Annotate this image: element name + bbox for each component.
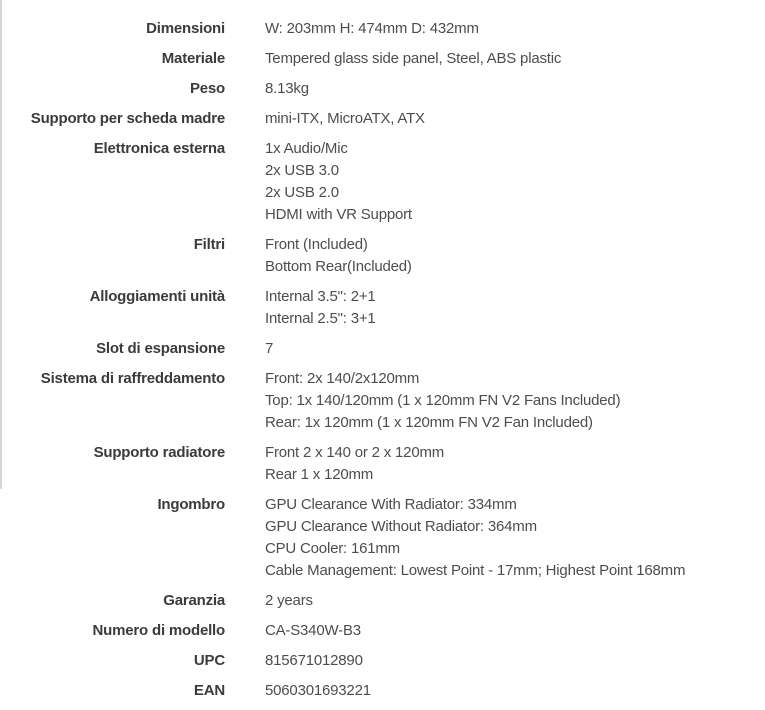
spec-label: Alloggiamenti unità <box>89 288 225 305</box>
spec-label: EAN <box>193 682 225 699</box>
spec-value-line: CA-S340W-B3 <box>265 622 361 639</box>
spec-value-line: 2x USB 3.0 <box>265 162 339 179</box>
spec-label: Garanzia <box>163 592 225 609</box>
spec-value-line: 2x USB 2.0 <box>265 184 339 201</box>
spec-row <box>0 48 765 70</box>
spec-value-line: Top: 1x 140/120mm (1 x 120mm FN V2 Fans Included) <box>265 392 621 409</box>
spec-value-line: 5060301693221 <box>265 682 371 699</box>
spec-value-line: CPU Cooler: 161mm <box>265 540 400 557</box>
spec-label: UPC <box>193 652 225 669</box>
spec-value-line: 2 years <box>265 592 313 609</box>
spec-values <box>265 680 765 702</box>
spec-value-line: GPU Clearance Without Radiator: 364mm <box>265 518 537 535</box>
spec-values <box>265 78 765 100</box>
spec-values <box>265 442 765 486</box>
spec-value-line: 8.13kg <box>265 80 309 97</box>
spec-value-line: HDMI with VR Support <box>265 206 412 223</box>
spec-label: Supporto per scheda madre <box>30 110 225 127</box>
spec-row <box>0 78 765 100</box>
spec-values <box>265 590 765 612</box>
spec-value-line: Bottom Rear(Included) <box>265 258 412 275</box>
spec-row <box>0 234 765 278</box>
spec-values <box>265 650 765 672</box>
spec-label: Dimensioni <box>146 20 225 37</box>
spec-value-line: Front 2 x 140 or 2 x 120mm <box>265 444 445 461</box>
spec-values <box>265 494 765 582</box>
spec-values <box>265 620 765 642</box>
spec-row <box>0 338 765 360</box>
spec-value-line: 815671012890 <box>265 652 363 669</box>
spec-row <box>0 590 765 612</box>
spec-value-line: Front: 2x 140/2x120mm <box>265 370 420 387</box>
spec-label: Sistema di raffreddamento <box>40 370 225 387</box>
spec-row <box>0 650 765 672</box>
spec-label: Filtri <box>193 236 225 253</box>
spec-row <box>0 620 765 642</box>
spec-values <box>265 138 765 226</box>
spec-row <box>0 680 765 702</box>
spec-value-line: 1x Audio/Mic <box>265 140 348 157</box>
spec-label: Peso <box>189 80 225 97</box>
spec-values <box>265 368 765 434</box>
spec-values <box>265 48 765 70</box>
spec-value-line: GPU Clearance With Radiator: 334mm <box>265 496 517 513</box>
spec-row <box>0 494 765 582</box>
spec-value-line: W: 203mm H: 474mm D: 432mm <box>265 20 479 37</box>
spec-value-line: 7 <box>265 340 274 357</box>
spec-value-line: Internal 2.5": 3+1 <box>265 310 376 327</box>
product-spec-table <box>0 18 765 710</box>
spec-value-line: Front (Included) <box>265 236 368 253</box>
spec-values <box>265 234 765 278</box>
spec-values <box>265 108 765 130</box>
spec-values <box>265 18 765 40</box>
spec-row <box>0 368 765 434</box>
spec-row <box>0 138 765 226</box>
spec-value-line: Rear 1 x 120mm <box>265 466 374 483</box>
spec-value-line: Rear: 1x 120mm (1 x 120mm FN V2 Fan Included) <box>265 414 593 431</box>
spec-value-line: Internal 3.5": 2+1 <box>265 288 376 305</box>
spec-value-line: mini-ITX, MicroATX, ATX <box>265 110 425 127</box>
spec-value-line: Cable Management: Lowest Point - 17mm; Highest Point 168mm <box>265 562 686 579</box>
spec-label: Slot di espansione <box>96 340 225 357</box>
spec-values <box>265 338 765 360</box>
spec-value-line: Tempered glass side panel, Steel, ABS plastic <box>265 50 562 67</box>
spec-label: Ingombro <box>157 496 225 513</box>
spec-label: Materiale <box>161 50 225 67</box>
spec-row <box>0 18 765 40</box>
spec-label: Elettronica esterna <box>93 140 225 157</box>
spec-label: Supporto radiatore <box>93 444 225 461</box>
spec-row <box>0 442 765 486</box>
spec-row <box>0 108 765 130</box>
spec-values <box>265 286 765 330</box>
spec-label: Numero di modello <box>92 622 225 639</box>
spec-row <box>0 286 765 330</box>
